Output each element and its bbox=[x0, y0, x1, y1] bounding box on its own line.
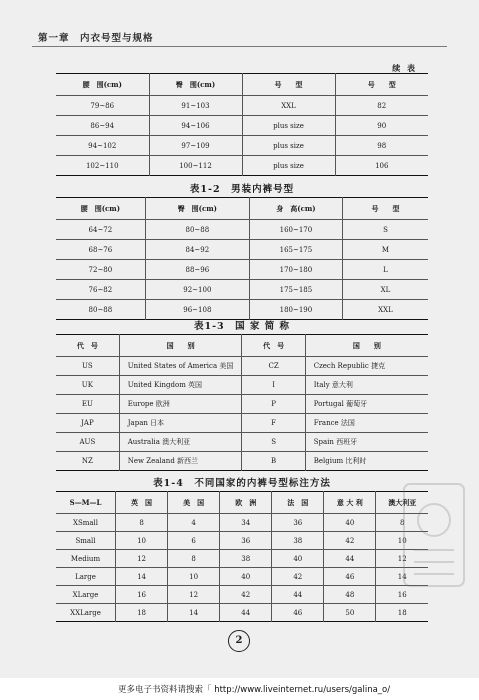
table-cell: XLarge bbox=[56, 586, 116, 604]
watermark-stamp-icon bbox=[400, 480, 468, 590]
table-cell: 50 bbox=[324, 604, 376, 622]
table-cell: 34 bbox=[220, 514, 272, 532]
table-cell: 86~94 bbox=[56, 116, 149, 136]
table-row bbox=[56, 376, 428, 395]
table-cell: 94~106 bbox=[149, 116, 242, 136]
table-cell: 97~109 bbox=[149, 136, 242, 156]
table-1-3 bbox=[56, 334, 428, 471]
table-1-2 bbox=[56, 197, 428, 320]
table-cell: 38 bbox=[220, 550, 272, 568]
table-cell: 40 bbox=[272, 550, 324, 568]
table-cell: 44 bbox=[272, 586, 324, 604]
table-cell: 42 bbox=[220, 586, 272, 604]
table-cell: US bbox=[56, 357, 119, 376]
table-row bbox=[56, 532, 428, 550]
table-cell: 170~180 bbox=[249, 260, 342, 280]
table-cell: Large bbox=[56, 568, 116, 586]
table-cell: 12 bbox=[116, 550, 168, 568]
table-1-3-grid bbox=[56, 334, 428, 471]
table-cell: 82 bbox=[335, 96, 428, 116]
table-1-3-title: 表1-3 国 家 简 称 bbox=[193, 321, 291, 332]
table-cell: XL bbox=[342, 280, 428, 300]
table-cell: 106 bbox=[335, 156, 428, 176]
column-header: 法 国 bbox=[272, 492, 324, 514]
table-header-row bbox=[56, 74, 428, 96]
table-row bbox=[56, 136, 428, 156]
column-header: 代 号 bbox=[56, 335, 119, 357]
table-cell: 80~88 bbox=[56, 300, 145, 320]
column-header: 号 型 bbox=[335, 74, 428, 96]
table-continued bbox=[56, 73, 428, 176]
table-cell: 12 bbox=[168, 586, 220, 604]
table-cell: 64~72 bbox=[56, 220, 145, 240]
column-header: 英 国 bbox=[116, 492, 168, 514]
table-row bbox=[56, 357, 428, 376]
table-cell: Italy 意大利 bbox=[305, 376, 428, 395]
table-cell: NZ bbox=[56, 452, 119, 471]
table-row bbox=[56, 452, 428, 471]
table-cell: 10 bbox=[116, 532, 168, 550]
table-cell: 4 bbox=[168, 514, 220, 532]
table-cell: plus size bbox=[242, 156, 335, 176]
table-cell: 90 bbox=[335, 116, 428, 136]
table-cell: S bbox=[242, 433, 305, 452]
table-cell: Medium bbox=[56, 550, 116, 568]
table-row bbox=[56, 220, 428, 240]
table-cell: 80~88 bbox=[145, 220, 249, 240]
table-header-row bbox=[56, 198, 428, 220]
table-cell: 8 bbox=[168, 550, 220, 568]
table-cell: 12 bbox=[376, 550, 428, 568]
page-number: 2 bbox=[228, 630, 250, 652]
table-cell: Portugal 葡萄牙 bbox=[305, 395, 428, 414]
header-rule bbox=[32, 46, 447, 47]
table-cell: 40 bbox=[220, 568, 272, 586]
table-cell: 38 bbox=[272, 532, 324, 550]
table-cell: XXL bbox=[342, 300, 428, 320]
table-cell: 8 bbox=[116, 514, 168, 532]
table-cell: XXLarge bbox=[56, 604, 116, 622]
table-cell: B bbox=[242, 452, 305, 471]
table-cell: UK bbox=[56, 376, 119, 395]
table-cell: L bbox=[342, 260, 428, 280]
chapter-header: 第一章 内衣号型与规格 bbox=[38, 33, 154, 44]
table-cell: 160~170 bbox=[249, 220, 342, 240]
table-cell: 16 bbox=[376, 586, 428, 604]
table-cell: EU bbox=[56, 395, 119, 414]
table-cell: 72~80 bbox=[56, 260, 145, 280]
table-cell: P bbox=[242, 395, 305, 414]
table-cell: 46 bbox=[272, 604, 324, 622]
table-cell: 46 bbox=[324, 568, 376, 586]
table-cell: plus size bbox=[242, 116, 335, 136]
table-cell: JAP bbox=[56, 414, 119, 433]
table-cell: 180~190 bbox=[249, 300, 342, 320]
table-cell: 48 bbox=[324, 586, 376, 604]
table-1-4-title: 表1-4 不同国家的内裤号型标注方法 bbox=[153, 478, 331, 489]
table-cell: 36 bbox=[272, 514, 324, 532]
table-cell: Small bbox=[56, 532, 116, 550]
column-header: 腰 围(cm) bbox=[56, 198, 145, 220]
table-row bbox=[56, 96, 428, 116]
table-cell: 18 bbox=[376, 604, 428, 622]
column-header: 身 高(cm) bbox=[249, 198, 342, 220]
table-cell: 175~185 bbox=[249, 280, 342, 300]
table-cell: 42 bbox=[272, 568, 324, 586]
column-header: 腰 围(cm) bbox=[56, 74, 149, 96]
table-cell: S bbox=[342, 220, 428, 240]
table-cell: 76~82 bbox=[56, 280, 145, 300]
table-1-2-title: 表1-2 男装内裤号型 bbox=[189, 184, 295, 195]
table-cell: Czech Republic 捷克 bbox=[305, 357, 428, 376]
column-header: 号 型 bbox=[342, 198, 428, 220]
table-cell: United States of America 美国 bbox=[119, 357, 242, 376]
table-row bbox=[56, 240, 428, 260]
table-row bbox=[56, 395, 428, 414]
table-cell: 16 bbox=[116, 586, 168, 604]
table-cell: XSmall bbox=[56, 514, 116, 532]
continued-label: 续 表 bbox=[392, 63, 417, 73]
column-header: 美 国 bbox=[168, 492, 220, 514]
table-cell: Europe 欧洲 bbox=[119, 395, 242, 414]
table-cell: 92~100 bbox=[145, 280, 249, 300]
footer-watermark-text: 更多电子书资料请搜索「 http://www.liveinternet.ru/users/galina_o/ bbox=[118, 685, 391, 695]
table-cell: 44 bbox=[324, 550, 376, 568]
table-cell: 79~86 bbox=[56, 96, 149, 116]
table-cell: 91~103 bbox=[149, 96, 242, 116]
table-row bbox=[56, 604, 428, 622]
table-cell: 98 bbox=[335, 136, 428, 156]
table-cell: AUS bbox=[56, 433, 119, 452]
table-cell: 84~92 bbox=[145, 240, 249, 260]
table-row bbox=[56, 116, 428, 136]
table-cell: 10 bbox=[376, 532, 428, 550]
table-cell: M bbox=[342, 240, 428, 260]
column-header: 国 别 bbox=[305, 335, 428, 357]
table-cell: Belgium 比利时 bbox=[305, 452, 428, 471]
table-row bbox=[56, 300, 428, 320]
table-cell: 6 bbox=[168, 532, 220, 550]
table-row bbox=[56, 568, 428, 586]
table-row bbox=[56, 550, 428, 568]
table-cell: 42 bbox=[324, 532, 376, 550]
table-row bbox=[56, 260, 428, 280]
table-cell: I bbox=[242, 376, 305, 395]
table-header-row bbox=[56, 335, 428, 357]
column-header: 代 号 bbox=[242, 335, 305, 357]
table-cell: 68~76 bbox=[56, 240, 145, 260]
table-cell: XXL bbox=[242, 96, 335, 116]
table-cell: United Kingdom 英国 bbox=[119, 376, 242, 395]
table-cell: 14 bbox=[168, 604, 220, 622]
table-cell: 94~102 bbox=[56, 136, 149, 156]
column-header: 臀 围(cm) bbox=[145, 198, 249, 220]
table-cell: 96~108 bbox=[145, 300, 249, 320]
table-row bbox=[56, 280, 428, 300]
table-cell: 8 bbox=[376, 514, 428, 532]
column-header: 国 别 bbox=[119, 335, 242, 357]
column-header: 澳大利亚 bbox=[376, 492, 428, 514]
table-cell: Australia 澳大利亚 bbox=[119, 433, 242, 452]
table-header-row bbox=[56, 492, 428, 514]
table-cell: 102~110 bbox=[56, 156, 149, 176]
table-cell: plus size bbox=[242, 136, 335, 156]
table-cell: 88~96 bbox=[145, 260, 249, 280]
column-header: S—M—L bbox=[56, 492, 116, 514]
table-cell: 18 bbox=[116, 604, 168, 622]
table-cell: 14 bbox=[116, 568, 168, 586]
table-cell: F bbox=[242, 414, 305, 433]
table-cell: 40 bbox=[324, 514, 376, 532]
column-header: 号 型 bbox=[242, 74, 335, 96]
table-row bbox=[56, 156, 428, 176]
table-1-2-grid bbox=[56, 197, 428, 320]
table-cell: New Zealand 新西兰 bbox=[119, 452, 242, 471]
table-cell: France 法国 bbox=[305, 414, 428, 433]
table-1-4-grid bbox=[56, 491, 428, 622]
table-cell: 10 bbox=[168, 568, 220, 586]
table-cell: 100~112 bbox=[149, 156, 242, 176]
column-header: 欧 洲 bbox=[220, 492, 272, 514]
table-cell: CZ bbox=[242, 357, 305, 376]
table-cell: 44 bbox=[220, 604, 272, 622]
table-1-4 bbox=[56, 491, 428, 622]
table-cell: 14 bbox=[376, 568, 428, 586]
table-cell: 165~175 bbox=[249, 240, 342, 260]
column-header: 意 大 利 bbox=[324, 492, 376, 514]
table-cell: 36 bbox=[220, 532, 272, 550]
table-row bbox=[56, 433, 428, 452]
table-continued-grid bbox=[56, 73, 428, 176]
table-cell: Spain 西班牙 bbox=[305, 433, 428, 452]
table-row bbox=[56, 514, 428, 532]
column-header: 臀 围(cm) bbox=[149, 74, 242, 96]
table-row bbox=[56, 414, 428, 433]
table-cell: Japan 日本 bbox=[119, 414, 242, 433]
table-row bbox=[56, 586, 428, 604]
